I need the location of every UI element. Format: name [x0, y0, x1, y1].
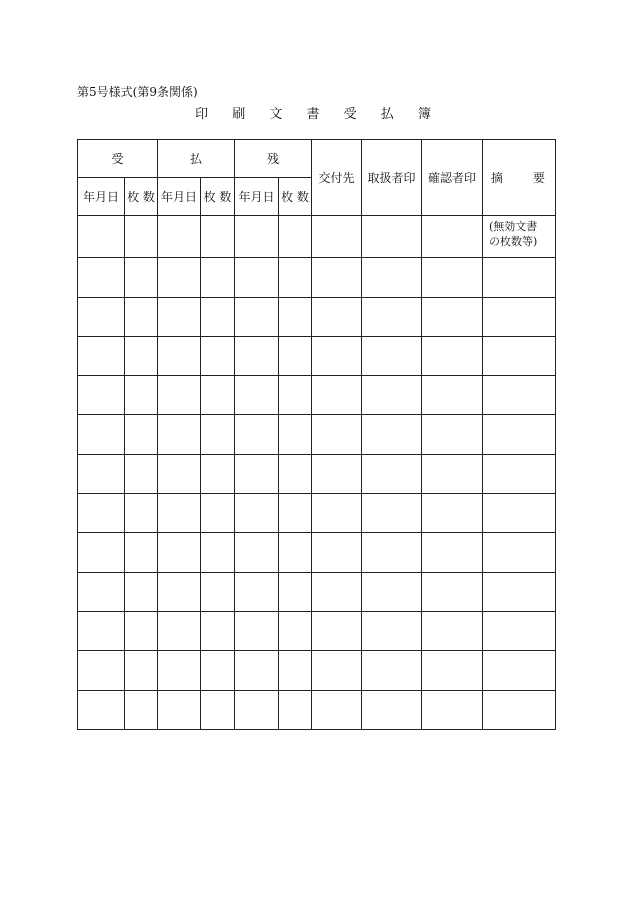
cell-remarks[interactable]	[483, 611, 556, 650]
table-row	[78, 336, 556, 375]
cell-destination[interactable]	[312, 651, 362, 690]
cell-remain-date[interactable]	[235, 651, 279, 690]
cell-pay-date[interactable]	[158, 258, 201, 297]
cell-remarks[interactable]	[483, 415, 556, 454]
cell-handler-seal[interactable]	[362, 494, 422, 533]
cell-pay-date[interactable]	[158, 336, 201, 375]
cell-pay-date[interactable]	[158, 415, 201, 454]
cell-confirmer-seal[interactable]	[422, 415, 483, 454]
header-pay-count: 枚 数	[201, 178, 235, 216]
header-pay-date: 年月日	[158, 178, 201, 216]
cell-pay-date[interactable]	[158, 533, 201, 572]
header-pay: 払	[158, 140, 235, 178]
cell-receive-date[interactable]	[78, 454, 125, 493]
cell-pay-count[interactable]	[201, 611, 235, 650]
header-handler-seal: 取扱者印	[362, 140, 422, 216]
header-receive: 受	[78, 140, 158, 178]
cell-receive-count[interactable]	[125, 258, 158, 297]
cell-remain-count[interactable]	[279, 611, 312, 650]
cell-remain-date[interactable]	[235, 494, 279, 533]
table-row	[78, 611, 556, 650]
cell-remain-count[interactable]	[279, 572, 312, 611]
cell-pay-count[interactable]	[201, 376, 235, 415]
cell-confirmer-seal[interactable]	[422, 376, 483, 415]
cell-receive-date[interactable]	[78, 216, 125, 258]
cell-pay-count[interactable]	[201, 454, 235, 493]
cell-destination[interactable]	[312, 572, 362, 611]
cell-handler-seal[interactable]	[362, 336, 422, 375]
cell-destination[interactable]	[312, 336, 362, 375]
cell-pay-date[interactable]	[158, 494, 201, 533]
cell-pay-date[interactable]	[158, 572, 201, 611]
ledger-table	[77, 139, 556, 730]
cell-handler-seal[interactable]	[362, 572, 422, 611]
cell-confirmer-seal[interactable]	[422, 216, 483, 258]
cell-remarks[interactable]	[483, 494, 556, 533]
cell-remarks[interactable]	[483, 297, 556, 336]
cell-pay-count[interactable]	[201, 258, 235, 297]
cell-pay-count[interactable]	[201, 297, 235, 336]
cell-confirmer-seal[interactable]	[422, 258, 483, 297]
cell-remain-date[interactable]	[235, 533, 279, 572]
form-number: 第5号様式(第9条関係)	[77, 85, 198, 99]
cell-remain-date[interactable]	[235, 216, 279, 258]
cell-pay-date[interactable]	[158, 690, 201, 729]
cell-confirmer-seal[interactable]	[422, 651, 483, 690]
header-remain: 残	[235, 140, 312, 178]
cell-pay-count[interactable]	[201, 415, 235, 454]
cell-handler-seal[interactable]	[362, 376, 422, 415]
cell-remarks[interactable]	[483, 336, 556, 375]
header-destination: 交付先	[312, 140, 362, 216]
remarks-note-line1: (無効文書	[489, 220, 538, 233]
cell-remain-count[interactable]	[279, 297, 312, 336]
table-row	[78, 572, 556, 611]
cell-pay-count[interactable]	[201, 336, 235, 375]
cell-remain-count[interactable]	[279, 533, 312, 572]
cell-remarks[interactable]	[483, 572, 556, 611]
cell-remain-count[interactable]	[279, 258, 312, 297]
cell-confirmer-seal[interactable]	[422, 297, 483, 336]
table-row	[78, 454, 556, 493]
document-title: 印 刷 文 書 受 払 簿	[195, 107, 441, 122]
cell-confirmer-seal[interactable]	[422, 454, 483, 493]
cell-pay-count[interactable]	[201, 533, 235, 572]
cell-destination[interactable]	[312, 533, 362, 572]
cell-receive-count[interactable]	[125, 297, 158, 336]
cell-receive-date[interactable]	[78, 494, 125, 533]
cell-remain-date[interactable]	[235, 454, 279, 493]
table-row	[78, 216, 556, 258]
table-row	[78, 533, 556, 572]
cell-remain-count[interactable]	[279, 494, 312, 533]
ledger-body	[78, 216, 556, 730]
cell-handler-seal[interactable]	[362, 533, 422, 572]
cell-destination[interactable]	[312, 376, 362, 415]
cell-remarks[interactable]	[483, 454, 556, 493]
table-row	[78, 297, 556, 336]
cell-remain-date[interactable]	[235, 297, 279, 336]
table-row	[78, 415, 556, 454]
cell-handler-seal[interactable]	[362, 651, 422, 690]
cell-pay-count[interactable]	[201, 690, 235, 729]
cell-receive-count[interactable]	[125, 336, 158, 375]
remarks-note-line2: の枚数等)	[489, 235, 538, 248]
cell-receive-date[interactable]	[78, 258, 125, 297]
cell-handler-seal[interactable]	[362, 454, 422, 493]
header-receive-date: 年月日	[78, 178, 125, 216]
cell-pay-date[interactable]	[158, 611, 201, 650]
cell-confirmer-seal[interactable]	[422, 690, 483, 729]
table-row	[78, 258, 556, 297]
cell-remain-count[interactable]	[279, 690, 312, 729]
cell-receive-date[interactable]	[78, 533, 125, 572]
header-remarks	[483, 140, 556, 216]
cell-receive-date[interactable]	[78, 376, 125, 415]
table-row	[78, 494, 556, 533]
cell-destination[interactable]	[312, 297, 362, 336]
cell-destination[interactable]	[312, 454, 362, 493]
cell-remarks[interactable]	[483, 651, 556, 690]
header-receive-count: 枚 数	[125, 178, 158, 216]
cell-handler-seal[interactable]	[362, 690, 422, 729]
cell-remarks-note[interactable]	[483, 216, 556, 258]
cell-remain-date[interactable]	[235, 690, 279, 729]
cell-receive-date[interactable]	[78, 415, 125, 454]
cell-pay-date[interactable]	[158, 376, 201, 415]
cell-handler-seal[interactable]	[362, 415, 422, 454]
cell-pay-date[interactable]	[158, 454, 201, 493]
cell-destination[interactable]	[312, 258, 362, 297]
cell-receive-count[interactable]	[125, 572, 158, 611]
cell-receive-count[interactable]	[125, 651, 158, 690]
cell-pay-date[interactable]	[158, 297, 201, 336]
cell-remain-count[interactable]	[279, 216, 312, 258]
cell-remain-date[interactable]	[235, 415, 279, 454]
cell-confirmer-seal[interactable]	[422, 572, 483, 611]
cell-receive-date[interactable]	[78, 297, 125, 336]
table-row	[78, 651, 556, 690]
cell-remarks[interactable]	[483, 258, 556, 297]
cell-handler-seal[interactable]	[362, 258, 422, 297]
header-remain-date: 年月日	[235, 178, 279, 216]
cell-handler-seal[interactable]	[362, 297, 422, 336]
cell-pay-count[interactable]	[201, 494, 235, 533]
cell-remain-count[interactable]	[279, 336, 312, 375]
cell-destination[interactable]	[312, 611, 362, 650]
cell-remain-date[interactable]	[235, 611, 279, 650]
cell-pay-count[interactable]	[201, 216, 235, 258]
cell-confirmer-seal[interactable]	[422, 611, 483, 650]
cell-receive-date[interactable]	[78, 572, 125, 611]
cell-receive-count[interactable]	[125, 376, 158, 415]
cell-pay-date[interactable]	[158, 216, 201, 258]
table-row	[78, 690, 556, 729]
header-remarks-right: 要	[532, 171, 545, 185]
cell-receive-date[interactable]	[78, 336, 125, 375]
cell-receive-count[interactable]	[125, 690, 158, 729]
cell-remarks[interactable]	[483, 690, 556, 729]
cell-destination[interactable]	[312, 415, 362, 454]
cell-confirmer-seal[interactable]	[422, 336, 483, 375]
cell-receive-count[interactable]	[125, 454, 158, 493]
header-remarks-left: 摘	[491, 171, 504, 185]
cell-destination[interactable]	[312, 690, 362, 729]
cell-receive-date[interactable]	[78, 690, 125, 729]
cell-receive-date[interactable]	[78, 611, 125, 650]
cell-receive-count[interactable]	[125, 611, 158, 650]
cell-remain-date[interactable]	[235, 336, 279, 375]
cell-handler-seal[interactable]	[362, 611, 422, 650]
cell-remain-date[interactable]	[235, 376, 279, 415]
cell-confirmer-seal[interactable]	[422, 533, 483, 572]
table-row	[78, 376, 556, 415]
cell-pay-count[interactable]	[201, 651, 235, 690]
cell-confirmer-seal[interactable]	[422, 494, 483, 533]
cell-destination[interactable]	[312, 494, 362, 533]
cell-remarks[interactable]	[483, 376, 556, 415]
cell-remain-count[interactable]	[279, 651, 312, 690]
cell-pay-date[interactable]	[158, 651, 201, 690]
cell-remarks[interactable]	[483, 533, 556, 572]
cell-remain-date[interactable]	[235, 258, 279, 297]
header-confirmer-seal: 確認者印	[422, 140, 483, 216]
cell-receive-count[interactable]	[125, 494, 158, 533]
cell-pay-count[interactable]	[201, 572, 235, 611]
cell-remain-count[interactable]	[279, 415, 312, 454]
cell-remain-count[interactable]	[279, 376, 312, 415]
cell-receive-count[interactable]	[125, 216, 158, 258]
cell-receive-date[interactable]	[78, 651, 125, 690]
cell-destination[interactable]	[312, 216, 362, 258]
cell-receive-count[interactable]	[125, 415, 158, 454]
cell-remain-date[interactable]	[235, 572, 279, 611]
cell-remain-count[interactable]	[279, 454, 312, 493]
cell-receive-count[interactable]	[125, 533, 158, 572]
cell-handler-seal[interactable]	[362, 216, 422, 258]
header-remain-count: 枚 数	[279, 178, 312, 216]
